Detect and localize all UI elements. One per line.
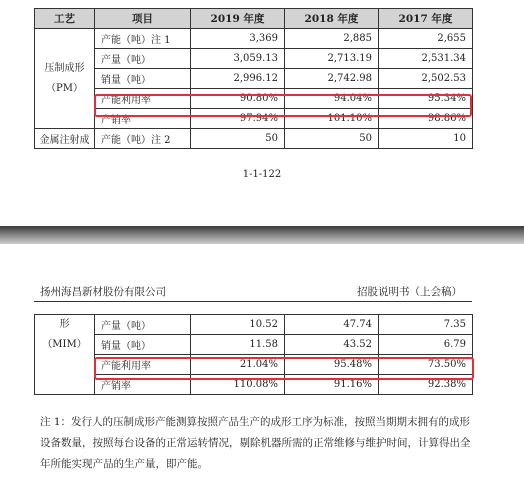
value-2019: 3,059.13: [191, 49, 285, 69]
value-2018: 101.10%: [285, 109, 379, 129]
header-item: 项目: [95, 9, 191, 29]
item-cell: 产量（吨）: [95, 315, 191, 335]
table-header-row: [35, 9, 473, 29]
value-2017: 98.86%: [379, 109, 473, 129]
footnote: 注 1：发行人的压制成形产能测算按照产品生产的成形工序为标准，按照当期期末拥有的成形设备数量，按照每台设备的正常运转情况，剔除机器所需的正常维修与维护时间，计算得出全年所能实现产品的生产量，即产能。: [40, 416, 471, 470]
value-2019: 2,996.12: [191, 69, 285, 89]
capacity-table-bottom: [34, 314, 473, 395]
company-name: 扬州海昌新材股份有限公司: [40, 286, 166, 298]
table-row: [35, 29, 473, 49]
process-name-continued: 形: [59, 319, 70, 330]
value-2018: 2,742.98: [285, 69, 379, 89]
process-code: （PM）: [46, 82, 83, 94]
value-2018: 50: [285, 129, 379, 149]
item-cell: 销量（吨）: [95, 335, 191, 355]
process-cell-pm: [35, 29, 95, 129]
item-cell: 产量（吨）: [95, 49, 191, 69]
value-2019: 90.80%: [191, 89, 285, 109]
value-2019: 11.58: [191, 335, 285, 355]
document-title: 招股说明书（上会稿）: [357, 286, 462, 298]
value-2018: 2,713.19: [285, 49, 379, 69]
item-cell: 销量（吨）: [95, 69, 191, 89]
document-page-top: [0, 0, 524, 226]
item-cell: 产能利用率: [95, 355, 191, 375]
table-row: [35, 69, 473, 89]
value-2018: 47.74: [285, 315, 379, 335]
item-cell: 产销率: [95, 109, 191, 129]
header-process: 工艺: [35, 9, 95, 29]
process-code: （MIM）: [42, 339, 87, 350]
header-2017: 2017 年度: [379, 9, 473, 29]
highlight-box-top: [94, 94, 472, 117]
value-2018: 2,885: [285, 29, 379, 49]
process-cell-mim-continued: [35, 315, 95, 395]
value-2017: 92.38%: [379, 375, 473, 395]
value-2019: 3,369: [191, 29, 285, 49]
value-2019: 10.52: [191, 315, 285, 335]
document-page-bottom: [0, 244, 524, 483]
page-divider: [0, 226, 524, 244]
value-2017: 10: [379, 129, 473, 149]
value-2018: 91.16%: [285, 375, 379, 395]
item-cell: 产能（吨）注 2: [95, 129, 191, 149]
value-2017: 2,502.53: [379, 69, 473, 89]
value-2017: 73.50%: [379, 355, 473, 375]
table-row: [35, 49, 473, 69]
process-cell-mim: 金属注射成: [35, 129, 95, 149]
value-2018: 43.52: [285, 335, 379, 355]
value-2019: 97.94%: [191, 109, 285, 129]
highlight-box-bottom: [94, 357, 474, 380]
header-2018: 2018 年度: [285, 9, 379, 29]
item-cell: 产销率: [95, 375, 191, 395]
capacity-table-top: [34, 8, 473, 149]
value-2018: 94.04%: [285, 89, 379, 109]
value-2019: 110.08%: [191, 375, 285, 395]
table-row: [35, 335, 473, 355]
value-2019: 50: [191, 129, 285, 149]
item-cell: 产能利用率: [95, 89, 191, 109]
table-row: [35, 129, 473, 149]
value-2017: 2,655: [379, 29, 473, 49]
value-2017: 95.34%: [379, 89, 473, 109]
value-2018: 95.48%: [285, 355, 379, 375]
value-2017: 2,531.34: [379, 49, 473, 69]
process-name: 压制成形: [44, 62, 85, 74]
header-2019: 2019 年度: [191, 9, 285, 29]
page-number: 1-1-122: [242, 169, 282, 180]
table-row: [35, 315, 473, 335]
item-cell: 产能（吨）注 1: [95, 29, 191, 49]
value-2019: 21.04%: [191, 355, 285, 375]
value-2017: 6.79: [379, 335, 473, 355]
value-2017: 7.35: [379, 315, 473, 335]
header-divider: [34, 301, 472, 302]
